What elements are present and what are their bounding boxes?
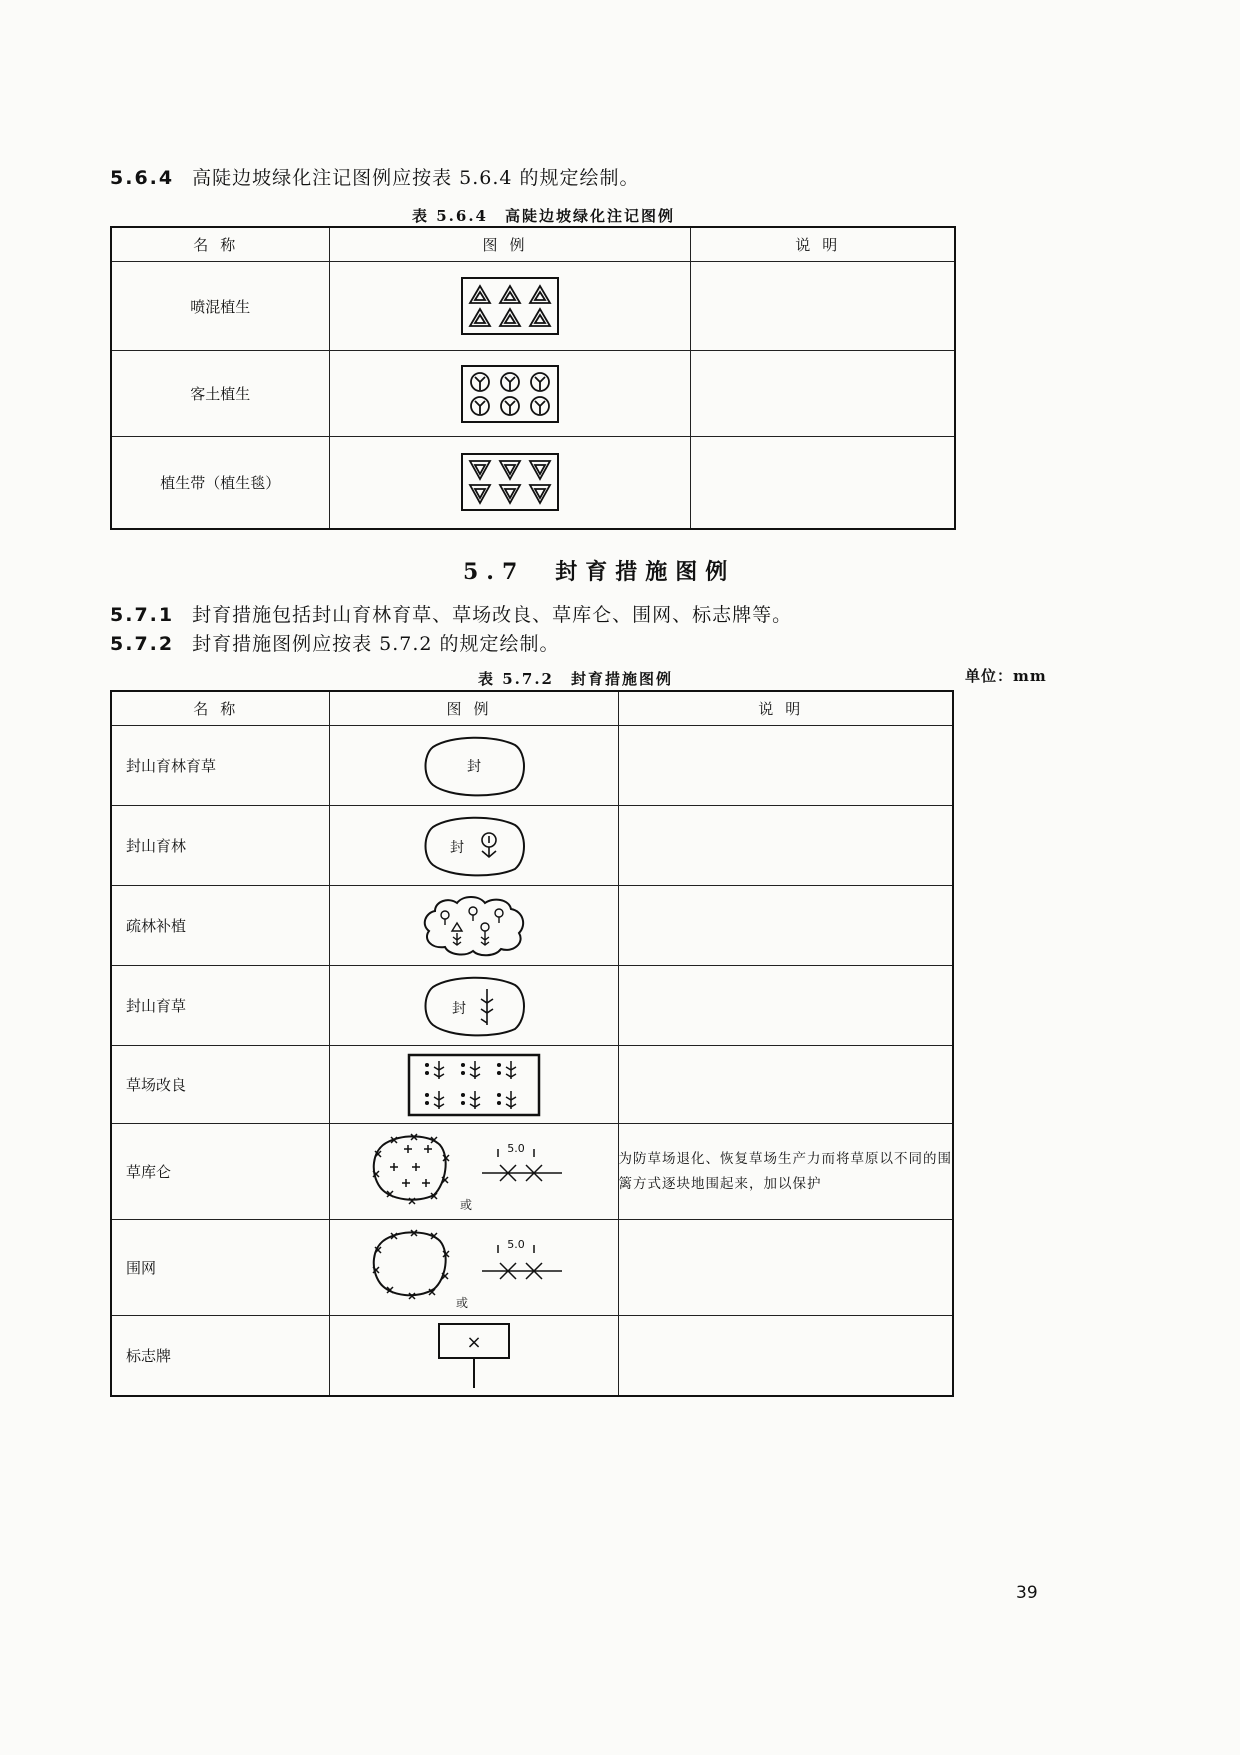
row-desc bbox=[690, 262, 955, 351]
clause-5-7-1 bbox=[110, 600, 792, 627]
symbol-text: 封 bbox=[451, 1000, 466, 1017]
row-desc bbox=[618, 726, 953, 806]
table-row bbox=[111, 262, 955, 351]
table-row bbox=[111, 1124, 953, 1220]
header-desc: 说明 bbox=[618, 691, 953, 726]
closed-area-oval-icon bbox=[419, 733, 529, 799]
row-desc bbox=[618, 1046, 953, 1124]
row-desc bbox=[618, 886, 953, 966]
sparse-forest-cloud-icon bbox=[417, 893, 531, 959]
table-5-6-4 bbox=[110, 226, 956, 530]
grass-closure-oval-icon bbox=[419, 973, 529, 1039]
header-symbol: 图例 bbox=[329, 691, 618, 726]
grass-icon bbox=[481, 989, 493, 1025]
row-symbol bbox=[329, 806, 618, 886]
row-desc bbox=[690, 351, 955, 437]
header-name: 名称 bbox=[111, 227, 329, 262]
row-symbol bbox=[329, 1124, 618, 1220]
inverted-triangle-grid-icon bbox=[460, 452, 560, 512]
signboard-icon bbox=[429, 1320, 519, 1390]
clause-5-7-2 bbox=[110, 629, 560, 656]
row-symbol bbox=[329, 262, 690, 351]
table-row bbox=[111, 726, 953, 806]
row-name: 封山育林 bbox=[111, 806, 329, 886]
row-desc: 为防草场退化、恢复草场生产力而将草原以不同的围篱方式逐块地围起来，加以保护 bbox=[618, 1124, 953, 1220]
dimension-label: 5.0 bbox=[506, 1141, 525, 1155]
row-name: 草场改良 bbox=[111, 1046, 329, 1124]
dimension-label: 5.0 bbox=[506, 1237, 525, 1251]
symbol-text: 封 bbox=[466, 758, 481, 775]
row-symbol bbox=[329, 437, 690, 529]
clause-text: 高陡边坡绿化注记图例应按表 5.6.4 的规定绘制。 bbox=[192, 167, 640, 189]
table-caption: 表 5.7.2 封育措施图例 bbox=[478, 670, 673, 688]
header-symbol: 图例 bbox=[329, 227, 690, 262]
row-name: 疏林补植 bbox=[111, 886, 329, 966]
grass-enclosure-icon bbox=[364, 1127, 584, 1217]
row-name: 草库仑 bbox=[111, 1124, 329, 1220]
unit-label: 单位：mm bbox=[965, 667, 1047, 685]
forest-closure-oval-icon bbox=[419, 813, 529, 879]
table-row bbox=[111, 437, 955, 529]
table-row bbox=[111, 886, 953, 966]
table-caption: 表 5.6.4 高陡边坡绿化注记图例 bbox=[412, 207, 675, 225]
section-title: 5.7 封育措施图例 bbox=[463, 559, 736, 585]
grassland-improvement-icon bbox=[407, 1053, 541, 1117]
row-symbol bbox=[329, 886, 618, 966]
circle-y-grid-icon bbox=[460, 364, 560, 424]
symbol-text: 封 bbox=[449, 839, 464, 856]
row-name: 封山育草 bbox=[111, 966, 329, 1046]
row-symbol bbox=[329, 1316, 618, 1396]
symbol-text: × bbox=[465, 1332, 482, 1354]
table-row bbox=[111, 1046, 953, 1124]
or-label: 或 bbox=[455, 1295, 468, 1310]
table-row bbox=[111, 1220, 953, 1316]
row-desc bbox=[618, 806, 953, 886]
header-desc: 说明 bbox=[690, 227, 955, 262]
row-name: 标志牌 bbox=[111, 1316, 329, 1396]
row-name: 植生带（植生毯） bbox=[111, 437, 329, 529]
table-row bbox=[111, 351, 955, 437]
row-symbol bbox=[329, 1046, 618, 1124]
row-name: 封山育林育草 bbox=[111, 726, 329, 806]
table-header-row bbox=[111, 227, 955, 262]
row-desc bbox=[618, 966, 953, 1046]
table-row bbox=[111, 806, 953, 886]
table-row bbox=[111, 966, 953, 1046]
row-name: 喷混植生 bbox=[111, 262, 329, 351]
row-desc bbox=[618, 1220, 953, 1316]
clause-number: 5.6.4 bbox=[110, 167, 175, 189]
row-symbol bbox=[329, 966, 618, 1046]
row-name: 客土植生 bbox=[111, 351, 329, 437]
clause-text: 封育措施图例应按表 5.7.2 的规定绘制。 bbox=[192, 633, 560, 655]
clause-number: 5.7.1 bbox=[110, 604, 175, 626]
row-name: 围网 bbox=[111, 1220, 329, 1316]
table-row bbox=[111, 1316, 953, 1396]
page-number: 39 bbox=[1016, 1583, 1038, 1603]
row-desc bbox=[690, 437, 955, 529]
clause-5-6-4 bbox=[110, 163, 640, 190]
or-label: 或 bbox=[459, 1197, 472, 1212]
triangle-grid-icon bbox=[460, 276, 560, 336]
fence-net-icon bbox=[364, 1223, 584, 1313]
row-symbol bbox=[329, 726, 618, 806]
header-name: 名称 bbox=[111, 691, 329, 726]
clause-number: 5.7.2 bbox=[110, 633, 175, 655]
tree-icon bbox=[482, 833, 496, 857]
row-symbol bbox=[329, 351, 690, 437]
clause-text: 封育措施包括封山育林育草、草场改良、草库仑、围网、标志牌等。 bbox=[192, 604, 793, 626]
table-header-row bbox=[111, 691, 953, 726]
row-symbol bbox=[329, 1220, 618, 1316]
table-5-7-2 bbox=[110, 690, 954, 1397]
row-desc bbox=[618, 1316, 953, 1396]
